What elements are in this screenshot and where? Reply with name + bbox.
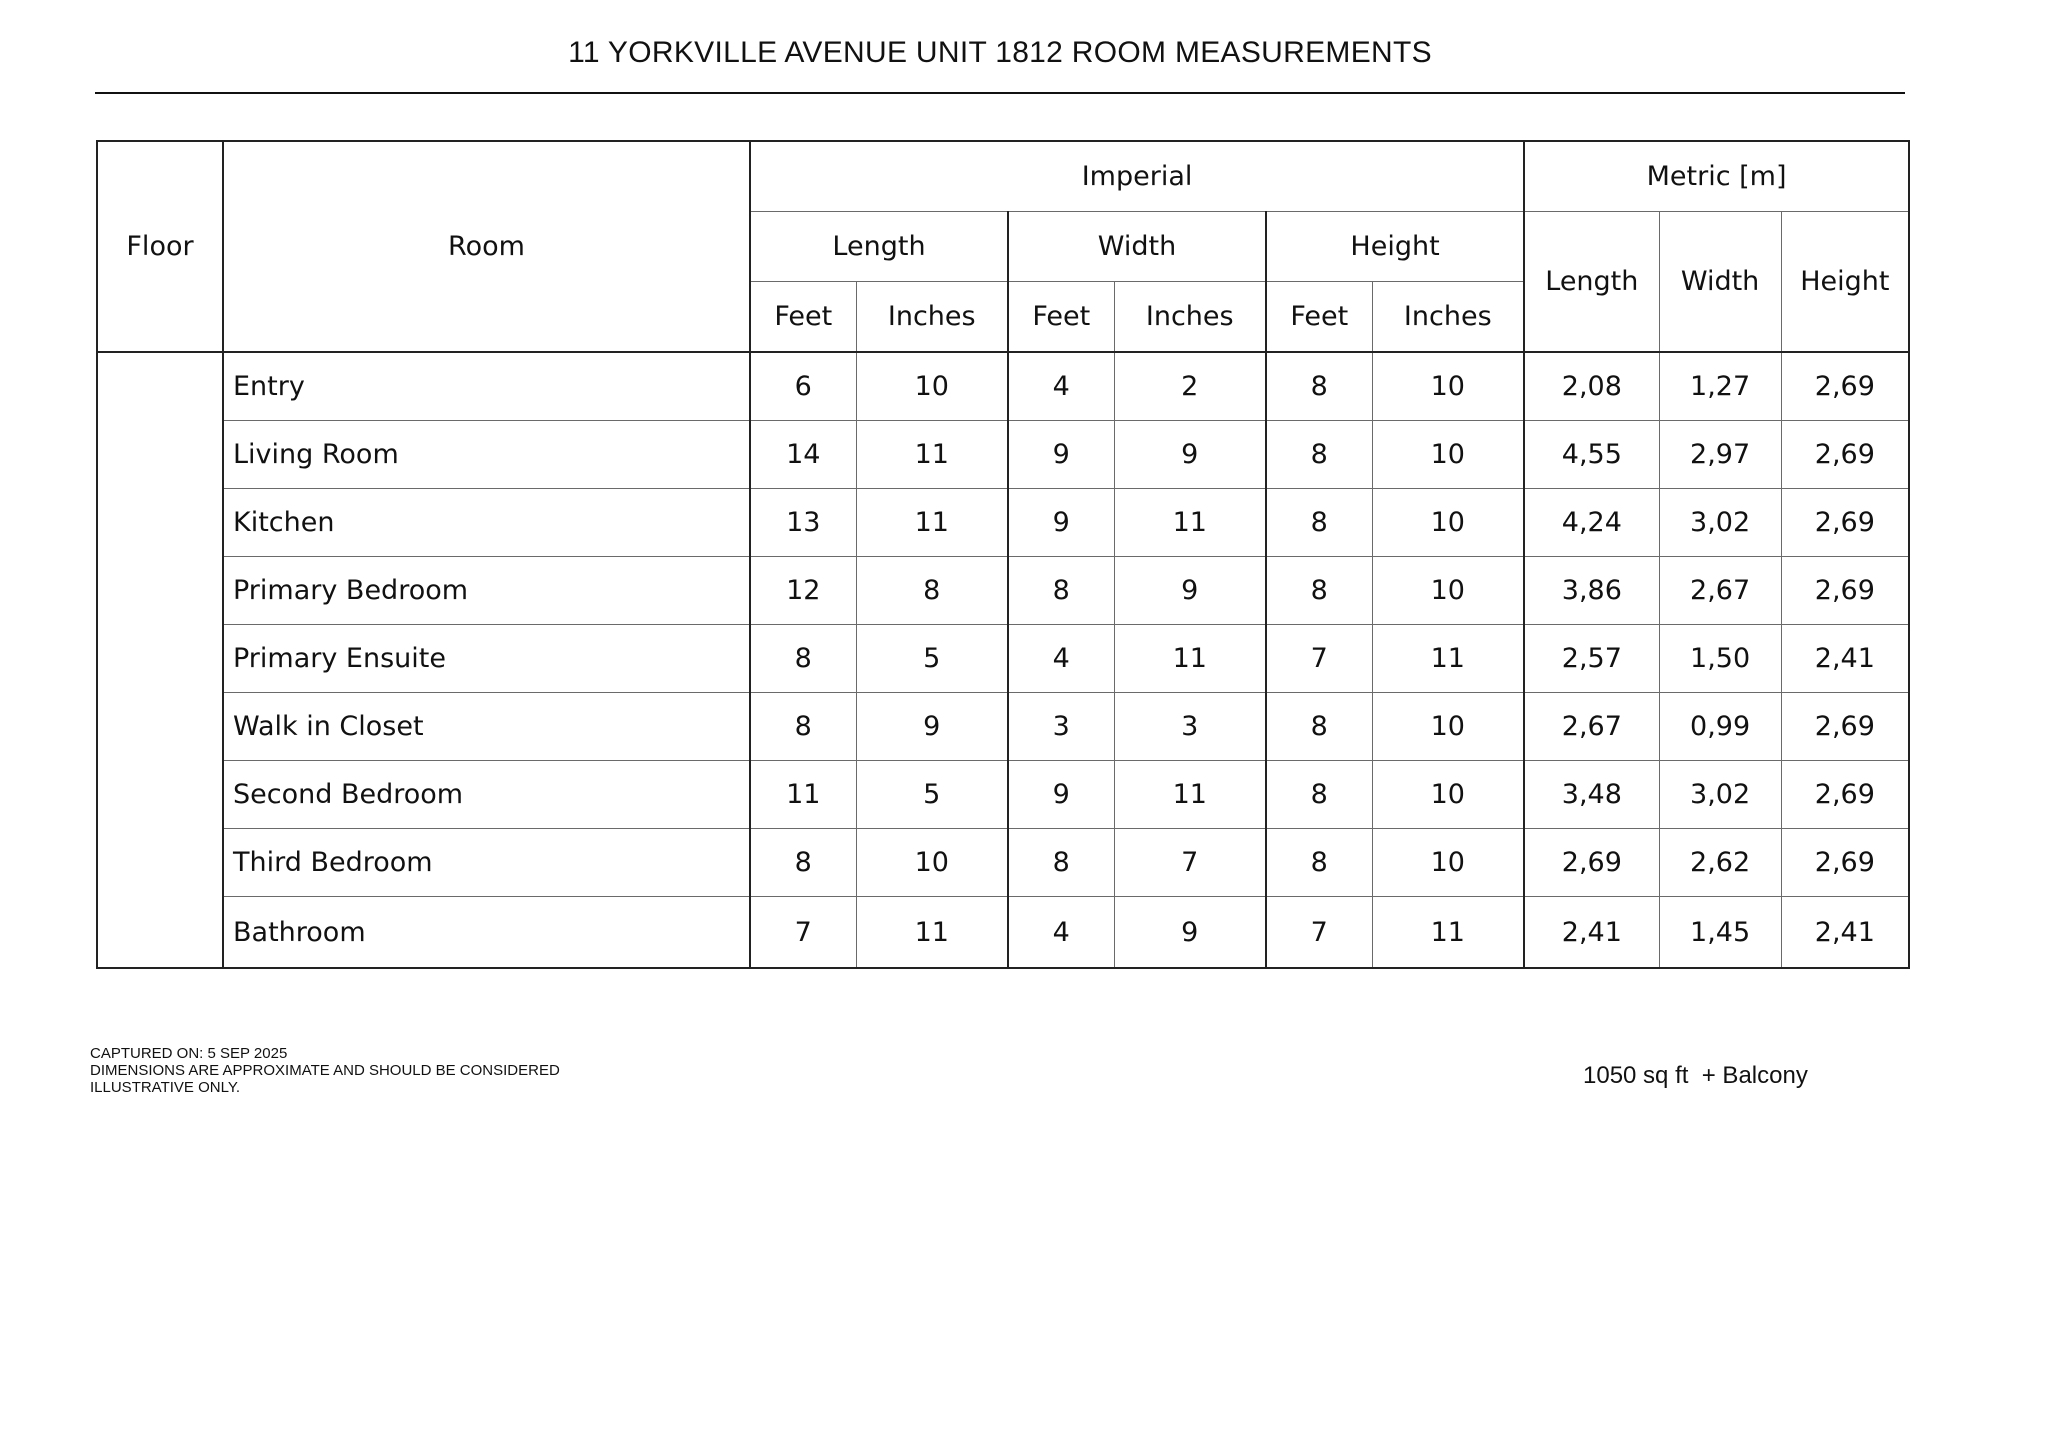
height-feet-cell: 7 xyxy=(1266,897,1372,969)
metric-height-cell: 2,41 xyxy=(1781,625,1909,693)
metric-height-cell: 2,69 xyxy=(1781,489,1909,557)
width-feet-cell: 9 xyxy=(1008,761,1114,829)
height-inches-cell: 10 xyxy=(1372,761,1524,829)
width-feet-cell: 4 xyxy=(1008,897,1114,969)
length-feet-cell: 8 xyxy=(750,625,856,693)
metric-length-cell: 2,41 xyxy=(1524,897,1659,969)
height-feet-cell: 7 xyxy=(1266,625,1372,693)
footer-notes xyxy=(90,1045,560,1096)
total-area: 1050 sq ft + Balcony xyxy=(1583,1062,1808,1089)
height-inches-cell: 10 xyxy=(1372,693,1524,761)
length-inches-cell: 5 xyxy=(856,761,1008,829)
length-feet-cell: 6 xyxy=(750,352,856,421)
length-feet-cell: 14 xyxy=(750,421,856,489)
width-feet-cell: 8 xyxy=(1008,829,1114,897)
width-inches-cell: 9 xyxy=(1114,897,1266,969)
floor-cell xyxy=(97,352,223,968)
width-inches-cell: 7 xyxy=(1114,829,1266,897)
height-inches-cell: 10 xyxy=(1372,352,1524,421)
room-name-cell: Third Bedroom xyxy=(223,829,750,897)
header-length-inches: Inches xyxy=(856,282,1008,353)
disclaimer-line-1: DIMENSIONS ARE APPROXIMATE AND SHOULD BE CONSIDERED xyxy=(90,1062,560,1079)
table-body xyxy=(97,352,1909,968)
table-row xyxy=(97,421,1909,489)
table-header xyxy=(97,141,1909,352)
metric-length-cell: 2,67 xyxy=(1524,693,1659,761)
length-feet-cell: 8 xyxy=(750,693,856,761)
header-room: Room xyxy=(223,141,750,352)
header-imperial-height: Height xyxy=(1266,212,1524,282)
metric-width-cell: 2,97 xyxy=(1659,421,1781,489)
height-feet-cell: 8 xyxy=(1266,829,1372,897)
length-inches-cell: 9 xyxy=(856,693,1008,761)
length-inches-cell: 11 xyxy=(856,489,1008,557)
width-feet-cell: 4 xyxy=(1008,352,1114,421)
header-length-feet: Feet xyxy=(750,282,856,353)
width-feet-cell: 9 xyxy=(1008,489,1114,557)
metric-height-cell: 2,69 xyxy=(1781,352,1909,421)
header-metric-width: Width xyxy=(1659,212,1781,353)
table-row xyxy=(97,489,1909,557)
length-inches-cell: 10 xyxy=(856,352,1008,421)
height-feet-cell: 8 xyxy=(1266,557,1372,625)
table-row xyxy=(97,897,1909,969)
room-name-cell: Entry xyxy=(223,352,750,421)
header-imperial: Imperial xyxy=(750,141,1524,212)
room-name-cell: Primary Ensuite xyxy=(223,625,750,693)
table-row xyxy=(97,693,1909,761)
metric-width-cell: 3,02 xyxy=(1659,761,1781,829)
page-title: 11 YORKVILLE AVENUE UNIT 1812 ROOM MEASUREMENTS xyxy=(568,36,1432,69)
length-feet-cell: 7 xyxy=(750,897,856,969)
metric-length-cell: 4,55 xyxy=(1524,421,1659,489)
metric-width-cell: 1,50 xyxy=(1659,625,1781,693)
width-feet-cell: 4 xyxy=(1008,625,1114,693)
metric-height-cell: 2,69 xyxy=(1781,693,1909,761)
length-inches-cell: 10 xyxy=(856,829,1008,897)
width-inches-cell: 11 xyxy=(1114,761,1266,829)
height-feet-cell: 8 xyxy=(1266,761,1372,829)
height-inches-cell: 10 xyxy=(1372,421,1524,489)
metric-height-cell: 2,69 xyxy=(1781,761,1909,829)
room-name-cell: Primary Bedroom xyxy=(223,557,750,625)
metric-height-cell: 2,41 xyxy=(1781,897,1909,969)
room-name-cell: Kitchen xyxy=(223,489,750,557)
metric-height-cell: 2,69 xyxy=(1781,829,1909,897)
room-name-cell: Second Bedroom xyxy=(223,761,750,829)
header-floor: Floor xyxy=(97,141,223,352)
metric-width-cell: 1,27 xyxy=(1659,352,1781,421)
height-feet-cell: 8 xyxy=(1266,693,1372,761)
metric-width-cell: 0,99 xyxy=(1659,693,1781,761)
length-feet-cell: 8 xyxy=(750,829,856,897)
captured-date: CAPTURED ON: 5 SEP 2025 xyxy=(90,1045,288,1062)
room-measurements-table xyxy=(96,140,1910,969)
length-inches-cell: 8 xyxy=(856,557,1008,625)
room-name-cell: Walk in Closet xyxy=(223,693,750,761)
metric-width-cell: 2,62 xyxy=(1659,829,1781,897)
width-feet-cell: 9 xyxy=(1008,421,1114,489)
metric-width-cell: 1,45 xyxy=(1659,897,1781,969)
width-inches-cell: 9 xyxy=(1114,421,1266,489)
height-inches-cell: 10 xyxy=(1372,489,1524,557)
height-inches-cell: 11 xyxy=(1372,897,1524,969)
metric-length-cell: 4,24 xyxy=(1524,489,1659,557)
height-feet-cell: 8 xyxy=(1266,489,1372,557)
width-inches-cell: 2 xyxy=(1114,352,1266,421)
table-row xyxy=(97,829,1909,897)
disclaimer-line-2: ILLUSTRATIVE ONLY. xyxy=(90,1079,241,1096)
header-width-inches: Inches xyxy=(1114,282,1266,353)
height-feet-cell: 8 xyxy=(1266,352,1372,421)
length-inches-cell: 11 xyxy=(856,421,1008,489)
metric-width-cell: 3,02 xyxy=(1659,489,1781,557)
metric-length-cell: 2,08 xyxy=(1524,352,1659,421)
header-metric-length: Length xyxy=(1524,212,1659,353)
header-width-feet: Feet xyxy=(1008,282,1114,353)
metric-length-cell: 3,48 xyxy=(1524,761,1659,829)
header-imperial-length: Length xyxy=(750,212,1008,282)
width-feet-cell: 3 xyxy=(1008,693,1114,761)
header-height-inches: Inches xyxy=(1372,282,1524,353)
metric-height-cell: 2,69 xyxy=(1781,557,1909,625)
header-imperial-width: Width xyxy=(1008,212,1266,282)
metric-width-cell: 2,67 xyxy=(1659,557,1781,625)
width-inches-cell: 11 xyxy=(1114,625,1266,693)
height-feet-cell: 8 xyxy=(1266,421,1372,489)
title-divider xyxy=(95,92,1905,94)
width-inches-cell: 3 xyxy=(1114,693,1266,761)
header-metric: Metric [m] xyxy=(1524,141,1909,212)
length-inches-cell: 11 xyxy=(856,897,1008,969)
table-row xyxy=(97,761,1909,829)
width-inches-cell: 9 xyxy=(1114,557,1266,625)
table-row xyxy=(97,557,1909,625)
height-inches-cell: 11 xyxy=(1372,625,1524,693)
width-feet-cell: 8 xyxy=(1008,557,1114,625)
length-feet-cell: 11 xyxy=(750,761,856,829)
metric-length-cell: 2,57 xyxy=(1524,625,1659,693)
table-row xyxy=(97,625,1909,693)
header-metric-height: Height xyxy=(1781,212,1909,353)
metric-length-cell: 2,69 xyxy=(1524,829,1659,897)
room-name-cell: Bathroom xyxy=(223,897,750,969)
header-height-feet: Feet xyxy=(1266,282,1372,353)
length-inches-cell: 5 xyxy=(856,625,1008,693)
width-inches-cell: 11 xyxy=(1114,489,1266,557)
metric-height-cell: 2,69 xyxy=(1781,421,1909,489)
height-inches-cell: 10 xyxy=(1372,557,1524,625)
length-feet-cell: 12 xyxy=(750,557,856,625)
height-inches-cell: 10 xyxy=(1372,829,1524,897)
room-name-cell: Living Room xyxy=(223,421,750,489)
length-feet-cell: 13 xyxy=(750,489,856,557)
metric-length-cell: 3,86 xyxy=(1524,557,1659,625)
table-row xyxy=(97,352,1909,421)
